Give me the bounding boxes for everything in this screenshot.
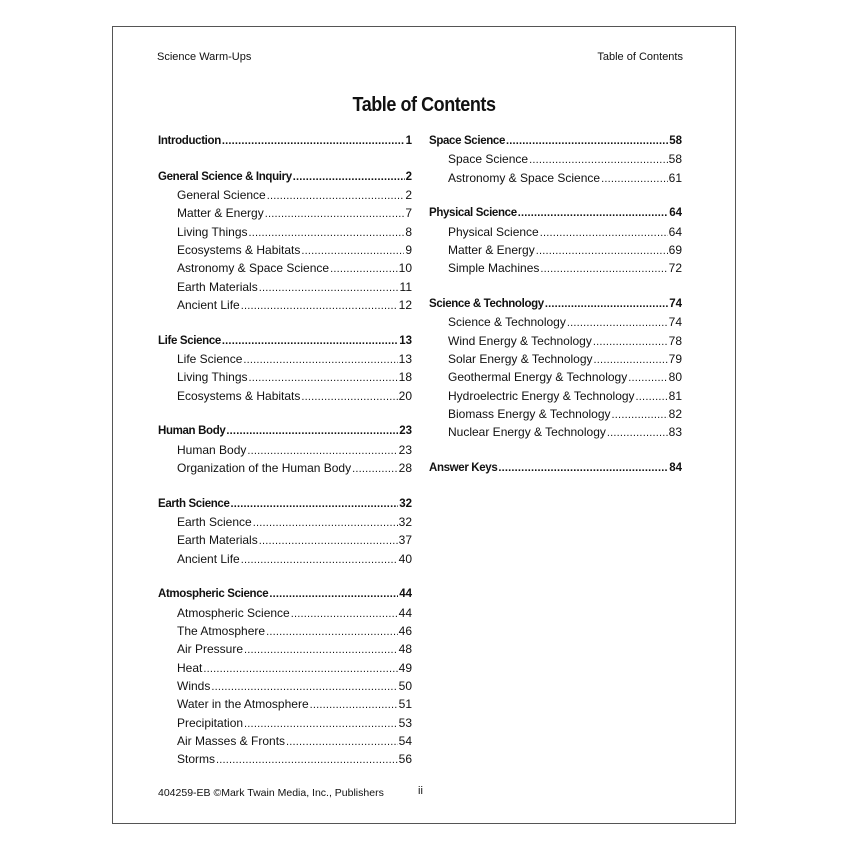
toc-section [158,422,412,477]
toc-subentry-page: 56 [398,752,412,767]
toc-subentry-page: 37 [398,533,412,548]
dot-leader [211,678,397,696]
toc-subentry-title: Heat [177,660,203,675]
dot-leader [529,151,668,169]
toc-subentry-page: 50 [398,678,412,693]
dot-leader [247,442,397,460]
toc-subentry[interactable] [429,423,682,441]
dot-leader [612,406,668,424]
toc-section-entry-title: General Science & Inquiry [158,170,292,183]
toc-subentry-title: Atmospheric Science [177,605,290,620]
toc-section-entry-title: Introduction [158,135,221,147]
toc-subentry-title: Ancient Life [177,551,240,566]
toc-section [158,495,412,568]
toc-subentry[interactable] [158,640,412,658]
dot-leader [249,224,405,242]
toc-subentry-title: Ecosystems & Habitats [177,388,301,403]
toc-subentry[interactable] [158,223,412,241]
toc-subentry-title: Water in the Atmosphere [177,697,309,712]
toc-subentry[interactable] [158,204,412,222]
toc-subentry[interactable] [158,750,412,768]
toc-section-entry[interactable] [429,459,682,477]
toc-section-entry-page: 58 [669,135,682,147]
dot-leader [601,170,668,188]
toc-section [429,204,682,277]
toc-subentry-title: The Atmosphere [177,624,266,639]
toc-subentry-page: 23 [398,442,412,457]
toc-subentry-page: 72 [668,261,682,276]
toc-section-entry[interactable] [158,422,412,440]
toc-subentry[interactable] [158,604,412,622]
toc-section-entry-page: 84 [669,461,682,474]
toc-subentry-title: Winds [177,678,211,693]
toc-section-entry[interactable] [158,495,412,513]
toc-subentry-title: Nuclear Energy & Technology [448,425,606,440]
toc-subentry-title: Earth Materials [177,533,258,548]
toc-section-entry-page: 2 [405,170,412,183]
dot-leader [594,351,668,369]
toc-subentry-page: 10 [398,261,412,276]
toc-subentry-page: 11 [399,279,412,294]
toc-subentry-page: 18 [398,370,412,385]
toc-subentry[interactable] [158,659,412,677]
toc-section-entry-page: 44 [399,588,412,601]
dot-leader [222,332,398,350]
dot-leader [266,623,398,641]
toc-section-entry-page: 74 [669,298,682,311]
dot-leader [253,514,398,532]
dot-leader [241,297,398,315]
toc-subentry-title: General Science [177,188,266,203]
toc-section-entry-page: 23 [399,425,412,438]
toc-subentry[interactable] [158,459,412,477]
toc-section [158,332,412,405]
toc-subentry-page: 82 [668,406,682,421]
dot-leader [498,459,668,477]
toc-subentry-title: Physical Science [448,224,539,239]
dot-leader [203,660,397,678]
toc-subentry-page: 83 [668,425,682,440]
toc-subentry[interactable] [429,313,682,331]
toc-subentry-title: Ancient Life [177,297,240,312]
toc-subentry-title: Earth Materials [177,279,258,294]
dot-leader [265,205,405,223]
toc-section-entry[interactable] [158,168,412,186]
toc-subentry-page: 44 [398,605,412,620]
toc-subentry-title: Life Science [177,351,243,366]
toc-subentry[interactable] [429,150,682,168]
dot-leader [607,424,668,442]
page-number: ii [418,785,423,797]
toc-subentry[interactable] [158,186,412,204]
dot-leader [267,187,405,205]
toc-section-entry-title: Space Science [429,135,506,147]
toc-subentry[interactable] [429,405,682,423]
toc-subentry-title: Space Science [448,152,529,167]
document-page [112,26,736,824]
toc-section-entry[interactable] [158,585,412,603]
dot-leader [259,532,398,550]
toc-subentry[interactable] [429,259,682,277]
toc-column-right [429,132,682,495]
toc-subentry[interactable] [429,332,682,350]
dot-leader [540,260,667,278]
dot-leader [241,551,398,569]
toc-subentry-page: 54 [398,733,412,748]
running-header-left: Science Warm-Ups [157,51,252,63]
dot-leader [536,242,668,260]
toc-subentry-title: Simple Machines [448,261,540,276]
dot-leader [545,295,668,313]
dot-leader [310,696,398,714]
dot-leader [506,132,668,150]
dot-leader [540,224,668,242]
dot-leader [259,279,399,297]
toc-subentry-title: Wind Energy & Technology [448,333,592,348]
toc-section [429,132,682,187]
toc-column-left [158,132,412,786]
footer-publisher: 404259-EB ©Mark Twain Media, Inc., Publishers [158,787,384,799]
dot-leader [249,369,398,387]
toc-subentry-title: Biomass Energy & Technology [448,406,611,421]
dot-leader [293,168,405,186]
dot-leader [593,333,668,351]
toc-subentry-title: Matter & Energy [177,206,264,221]
toc-subentry-page: 40 [398,551,412,566]
toc-subentry-page: 69 [668,242,682,257]
toc-subentry-page: 8 [405,224,412,239]
toc-subentry-title: Precipitation [177,715,244,730]
toc-section-entry-title: Earth Science [158,497,230,510]
toc-subentry-page: 78 [668,333,682,348]
dot-leader [243,351,397,369]
toc-subentry-page: 28 [398,460,412,475]
toc-subentry-title: Science & Technology [448,315,566,330]
toc-subentry-page: 79 [668,351,682,366]
toc-section-entry[interactable] [158,132,412,150]
toc-subentry-page: 32 [398,515,412,530]
toc-subentry-title: Ecosystems & Habitats [177,242,301,257]
toc-subentry[interactable] [158,441,412,459]
dot-leader [567,314,668,332]
toc-section [429,295,682,441]
toc-section-entry-title: Atmospheric Science [158,588,269,601]
running-header-right: Table of Contents [597,51,683,63]
toc-subentry-page: 80 [668,370,682,385]
toc-section-entry[interactable] [429,295,682,313]
toc-section-entry-page: 13 [399,334,412,347]
dot-leader [291,605,398,623]
toc-section-entry-title: Science & Technology [429,298,544,311]
dot-leader [269,585,398,603]
toc-section-entry-page: 64 [669,207,682,220]
toc-subentry[interactable] [158,296,412,314]
toc-subentry[interactable] [158,677,412,695]
toc-subentry[interactable] [429,368,682,386]
dot-leader [301,242,404,260]
toc-subentry[interactable] [158,550,412,568]
dot-leader [636,388,668,406]
toc-subentry-page: 49 [398,660,412,675]
toc-subentry[interactable] [429,241,682,259]
toc-subentry-page: 53 [398,715,412,730]
toc-subentry-title: Solar Energy & Technology [448,351,593,366]
toc-subentry[interactable] [158,387,412,405]
toc-section-entry-title: Answer Keys [429,461,498,474]
toc-subentry[interactable] [429,169,682,187]
toc-subentry-title: Living Things [177,370,248,385]
toc-subentry-page: 58 [668,152,682,167]
dot-leader [244,641,398,659]
toc-subentry-page: 74 [668,315,682,330]
toc-section-entry-page: 1 [405,135,412,147]
toc-subentry-title: Human Body [177,442,247,457]
toc-subentry-title: Matter & Energy [448,242,535,257]
dot-leader [216,751,398,769]
dot-leader [330,260,398,278]
toc-subentry[interactable] [158,531,412,549]
toc-subentry[interactable] [158,241,412,259]
toc-subentry-page: 9 [405,242,412,257]
toc-subentry[interactable] [429,350,682,368]
toc-subentry-page: 20 [398,388,412,403]
toc-section [158,585,412,768]
dot-leader [226,422,398,440]
toc-section-entry[interactable] [158,332,412,350]
toc-subentry-page: 13 [398,351,412,366]
dot-leader [301,388,397,406]
dot-leader [286,733,398,751]
toc-subentry[interactable] [429,387,682,405]
toc-subentry-page: 51 [398,697,412,712]
toc-subentry-page: 12 [398,297,412,312]
toc-subentry-title: Air Masses & Fronts [177,733,286,748]
toc-section-entry-page: 32 [399,497,412,510]
toc-section-entry-title: Life Science [158,334,221,347]
toc-subentry-title: Astronomy & Space Science [448,170,601,185]
toc-subentry[interactable] [429,223,682,241]
toc-subentry-page: 81 [668,388,682,403]
toc-subentry-title: Air Pressure [177,642,244,657]
toc-subentry[interactable] [158,622,412,640]
toc-section-entry-title: Physical Science [429,207,517,220]
toc-subentry[interactable] [158,278,412,296]
dot-leader [628,369,667,387]
toc-subentry-title: Astronomy & Space Science [177,261,330,276]
toc-section [429,459,682,477]
toc-section-entry[interactable] [429,204,682,222]
page-title: Table of Contents [352,94,496,116]
toc-subentry[interactable] [158,350,412,368]
toc-section [158,132,412,150]
toc-section-entry-title: Human Body [158,425,226,438]
dot-leader [244,715,398,733]
toc-subentry-page: 61 [668,170,682,185]
dot-leader [231,495,399,513]
dot-leader [222,132,405,150]
toc-subentry[interactable] [158,259,412,277]
toc-subentry-page: 48 [398,642,412,657]
toc-subentry-title: Living Things [177,224,248,239]
dot-leader [518,204,668,222]
toc-section-entry[interactable] [429,132,682,150]
toc-subentry[interactable] [158,695,412,713]
toc-subentry-page: 2 [405,188,412,203]
toc-subentry-title: Organization of the Human Body [177,460,352,475]
toc-subentry-page: 7 [405,206,412,221]
toc-subentry[interactable] [158,368,412,386]
toc-subentry-title: Hydroelectric Energy & Technology [448,388,635,403]
toc-subentry-page: 46 [398,624,412,639]
toc-subentry-title: Earth Science [177,515,252,530]
toc-subentry-title: Geothermal Energy & Technology [448,370,628,385]
toc-subentry[interactable] [158,714,412,732]
dot-leader [352,460,398,478]
toc-subentry[interactable] [158,732,412,750]
toc-subentry-title: Storms [177,752,216,767]
toc-section [158,168,412,314]
toc-subentry[interactable] [158,513,412,531]
toc-subentry-page: 64 [668,224,682,239]
